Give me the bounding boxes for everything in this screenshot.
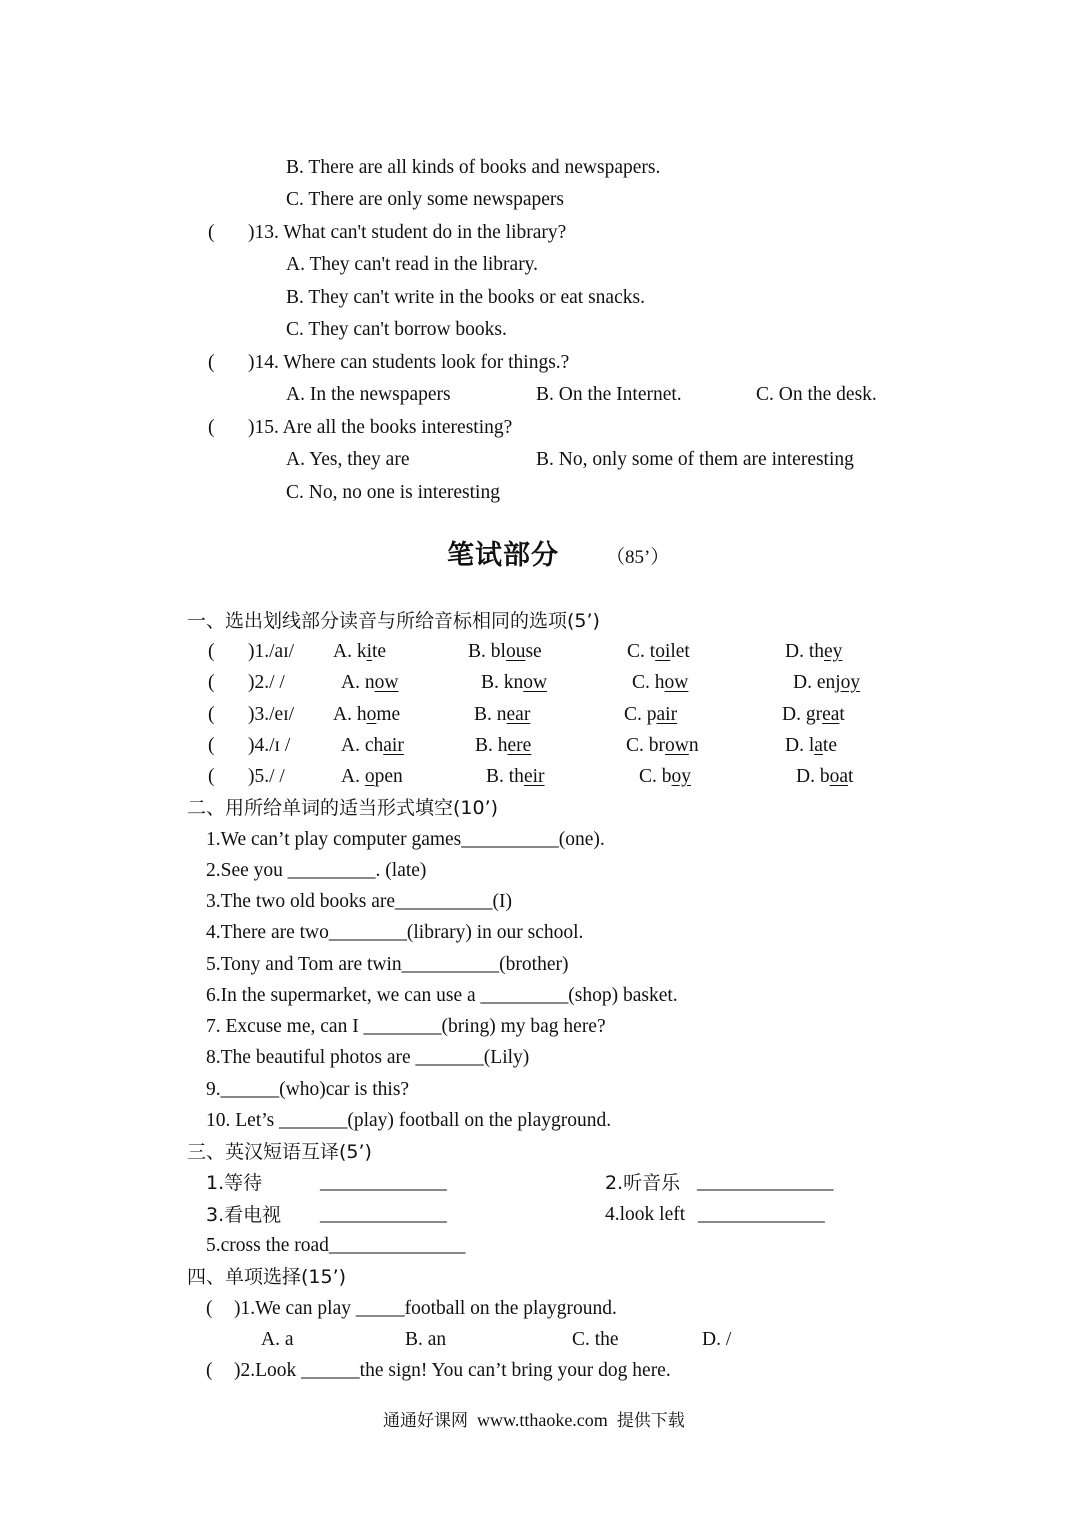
phonetic-option-c	[624, 703, 677, 727]
section1-heading: 一、选出划线部分读音与所给音标相同的选项(5’)	[187, 610, 600, 632]
footer-url[interactable]: www.tthaoke.com	[477, 1410, 608, 1430]
section4-heading: 四、单项选择(15’)	[187, 1266, 347, 1288]
q12-option-c: C. There are only some newspapers	[286, 189, 564, 210]
option-text: D. enj	[793, 672, 841, 693]
footer-download-note: 提供下载	[616, 1411, 685, 1431]
option-text: A. h	[333, 704, 367, 725]
mc-q1-option-c: C. the	[572, 1329, 619, 1350]
q15-paren: (	[208, 417, 215, 438]
phonetic-row-symbol	[248, 703, 294, 727]
option-text: B. bl	[468, 641, 506, 662]
option-text: me	[376, 704, 401, 725]
underlined-letters: i	[366, 641, 373, 662]
phonetic-option-c	[639, 765, 691, 789]
phonetic-option-b	[486, 765, 545, 789]
phonetic-option-a	[341, 734, 404, 758]
phonetic-option-a	[333, 640, 386, 664]
footer-site-name: 通通好课网	[383, 1411, 468, 1431]
paren-text: (	[208, 672, 215, 693]
q13-paren: (	[208, 222, 215, 243]
phonetic-row-paren	[208, 734, 215, 758]
fill-item-2: 2.See you _________. (late)	[206, 860, 427, 881]
fill-item-9: 9.______(who)car is this?	[206, 1079, 410, 1100]
q13-option-c: C. They can't borrow books.	[286, 319, 507, 340]
phonetic-option-b	[481, 671, 547, 695]
underlined-letters: ow	[664, 672, 689, 693]
fill-item-5: 5.Tony and Tom are twin__________(brother)	[206, 954, 569, 975]
translate-item-4: 4.look left	[605, 1204, 686, 1225]
q14-option-b: B. On the Internet.	[536, 384, 682, 405]
underlined-letters: air	[383, 735, 404, 756]
phonetic-option-b	[474, 703, 530, 727]
underlined-letters: o	[366, 704, 377, 725]
underlined-letters: ere	[507, 735, 532, 756]
option-text: t	[839, 704, 845, 725]
fill-item-8: 8.The beautiful photos are _______(Lily)	[206, 1047, 530, 1068]
fill-item-10: 10. Let’s _______(play) football on the playground.	[206, 1110, 612, 1131]
phonetic-option-d	[793, 671, 860, 695]
phonetic-option-c	[627, 640, 690, 664]
option-text: n	[688, 735, 699, 756]
q14-option-c: C. On the desk.	[756, 384, 877, 405]
underlined-letters: ou	[505, 641, 526, 662]
phonetic-symbol: )3./eɪ/	[248, 704, 295, 725]
option-text: A.	[341, 766, 365, 787]
phonetic-option-a	[341, 671, 398, 695]
q15-option-b: B. No, only some of them are interesting	[536, 449, 854, 470]
written-section-title: 笔试部分	[447, 540, 559, 571]
option-text: B. n	[474, 704, 507, 725]
translate-item-2: 2.听音乐	[605, 1172, 681, 1194]
phonetic-symbol: )1./aɪ/	[248, 641, 295, 662]
underlined-letters: ow	[665, 735, 689, 756]
option-text: A. n	[341, 672, 375, 693]
underlined-letters: air	[656, 704, 678, 725]
fill-item-7: 7. Excuse me, can I ________(bring) my bag here?	[206, 1016, 606, 1037]
underlined-letters: ear	[506, 704, 531, 725]
phonetic-row-paren	[208, 671, 215, 695]
option-text: C. h	[632, 672, 665, 693]
option-text: B. kn	[481, 672, 524, 693]
paren-text: (	[208, 766, 215, 787]
phonetic-option-b	[475, 734, 531, 758]
mc-q2-paren: (	[206, 1360, 213, 1381]
q15-question: )15. Are all the books interesting?	[248, 417, 513, 438]
phonetic-row-symbol	[248, 671, 285, 695]
phonetic-option-a	[333, 703, 400, 727]
phonetic-option-d	[785, 734, 837, 758]
phonetic-row-symbol	[248, 734, 290, 758]
translate-blank-1[interactable]: _____________	[320, 1172, 447, 1193]
option-text: D. b	[796, 766, 830, 787]
underlined-letters: oy	[671, 766, 692, 787]
q13-option-b: B. They can't write in the books or eat snacks.	[286, 287, 645, 308]
fill-item-1: 1.We can’t play computer games__________(one).	[206, 829, 605, 850]
paren-text: (	[208, 704, 215, 725]
mc-q1-option-a: A. a	[261, 1329, 294, 1350]
page-footer	[383, 1408, 685, 1433]
underlined-letters: oa	[829, 766, 848, 787]
q12-option-b: B. There are all kinds of books and newspapers.	[286, 157, 661, 178]
mc-q1-question: )1.We can play _____football on the playground.	[234, 1298, 617, 1319]
option-text: t	[848, 766, 854, 787]
phonetic-option-c	[632, 671, 688, 695]
mc-q2-question: )2.Look ______the sign! You can’t bring your dog here.	[234, 1360, 671, 1381]
option-text: pen	[374, 766, 403, 787]
fill-item-4: 4.There are two________(library) in our school.	[206, 922, 584, 943]
phonetic-option-d	[782, 703, 845, 727]
phonetic-row-symbol	[248, 640, 294, 664]
underlined-letters: oi	[655, 641, 671, 662]
fill-item-3: 3.The two old books are__________(I)	[206, 891, 512, 912]
option-text: B. th	[486, 766, 524, 787]
translate-blank-2[interactable]: ______________	[697, 1172, 834, 1193]
option-text: C. br	[626, 735, 665, 756]
phonetic-row-paren	[208, 703, 215, 727]
translate-item-3: 3.看电视	[206, 1204, 282, 1226]
underlined-letters: o	[364, 766, 375, 787]
option-text: A. ch	[341, 735, 384, 756]
written-section-score: （85’）	[606, 547, 670, 568]
mc-q1-option-b: B. an	[405, 1329, 447, 1350]
underlined-letters: a	[814, 735, 823, 756]
q13-option-a: A. They can't read in the library.	[286, 254, 539, 275]
q15-option-a: A. Yes, they are	[286, 449, 410, 470]
section2-heading: 二、用所给单词的适当形式填空(10’)	[187, 797, 499, 819]
phonetic-symbol: )5./ /	[248, 766, 285, 787]
option-text: D. th	[785, 641, 824, 662]
option-text: A. k	[333, 641, 367, 662]
option-text: C. b	[639, 766, 672, 787]
underlined-letters: oy	[840, 672, 861, 693]
underlined-letters: eir	[523, 766, 545, 787]
paren-text: (	[208, 641, 215, 662]
mc-q1-paren: (	[206, 1298, 213, 1319]
phonetic-row-paren	[208, 640, 215, 664]
option-text: se	[525, 641, 542, 662]
underlined-letters: ow	[374, 672, 399, 693]
q13-question: )13. What can't student do in the library?	[248, 222, 567, 243]
translate-item-5: 5.cross the road______________	[206, 1235, 466, 1256]
translate-blank-4[interactable]: _____________	[698, 1204, 825, 1225]
option-text: D. gr	[782, 704, 823, 725]
q15-option-c: C. No, no one is interesting	[286, 482, 500, 503]
q14-option-a: A. In the newspapers	[286, 384, 451, 405]
fill-item-6: 6.In the supermarket, we can use a _________(shop) basket.	[206, 985, 678, 1006]
option-text: B. h	[475, 735, 508, 756]
phonetic-option-b	[468, 640, 542, 664]
underlined-letters: ea	[822, 704, 840, 725]
paren-text: (	[208, 735, 215, 756]
option-text: C. t	[627, 641, 656, 662]
underlined-letters: ow	[523, 672, 548, 693]
mc-q1-option-d: D. /	[702, 1329, 732, 1350]
phonetic-symbol: )4./ɪ /	[248, 735, 291, 756]
phonetic-symbol: )2./ /	[248, 672, 285, 693]
q14-paren: (	[208, 352, 215, 373]
option-text: te	[372, 641, 387, 662]
translate-blank-3[interactable]: _____________	[320, 1204, 447, 1225]
phonetic-row-paren	[208, 765, 215, 789]
option-text: te	[822, 735, 837, 756]
option-text: D. l	[785, 735, 815, 756]
underlined-letters: ey	[824, 641, 843, 662]
phonetic-option-a	[341, 765, 403, 789]
option-text: let	[670, 641, 690, 662]
phonetic-option-d	[796, 765, 853, 789]
phonetic-option-d	[785, 640, 842, 664]
phonetic-option-c	[626, 734, 699, 758]
section3-heading: 三、英汉短语互译(5’)	[187, 1141, 372, 1163]
translate-item-1: 1.等待	[206, 1172, 263, 1194]
option-text: C. p	[624, 704, 657, 725]
q14-question: )14. Where can students look for things.?	[248, 352, 570, 373]
phonetic-row-symbol	[248, 765, 285, 789]
